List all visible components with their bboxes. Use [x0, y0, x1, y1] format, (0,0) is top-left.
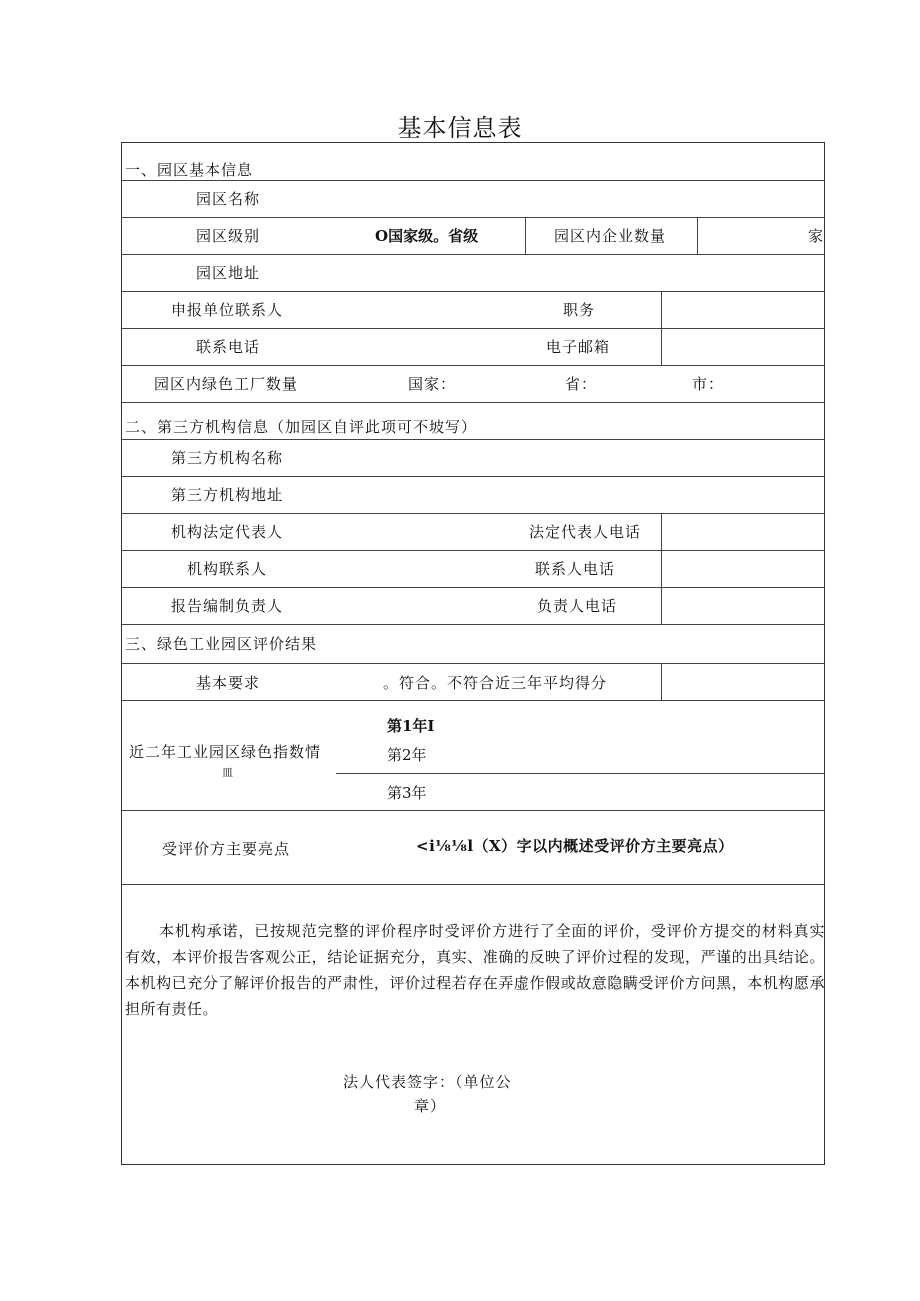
email-label: 电子邮箱	[546, 338, 611, 356]
year3-label: 第3年	[387, 784, 427, 802]
basic-req-label: 基本要求	[196, 674, 261, 692]
col-divider	[661, 291, 662, 365]
contact-phone-field[interactable]	[664, 554, 822, 584]
average-score-field[interactable]	[664, 668, 822, 698]
legal-rep-phone-field[interactable]	[664, 517, 822, 547]
col-divider	[661, 513, 662, 624]
enterprise-count-label: 园区内企业数量	[554, 227, 667, 245]
green-factory-label: 园区内绿色工厂数量	[154, 375, 299, 393]
park-address-label: 园区地址	[196, 264, 261, 282]
enterprise-count-unit: 家	[808, 227, 825, 245]
section3-heading: 三、绿色工业园区评价结果	[125, 635, 318, 653]
signature-label: 法人代表签字：（单位公	[343, 1073, 512, 1091]
row-divider	[121, 663, 825, 664]
contact-field[interactable]	[300, 295, 540, 325]
contact-phone-label: 联系人电话	[535, 560, 616, 578]
contact-label: 申报单位联系人	[171, 301, 284, 319]
section2-heading: 二、第三方机构信息（加园区自评此项可不坡写）	[125, 418, 478, 436]
basic-req-options[interactable]: 。符合。不符合近三年平均得分	[383, 674, 608, 692]
national-label: 国家：	[408, 375, 457, 393]
signature-label-cont: 章）	[414, 1097, 447, 1115]
commitment-text: 本机构承诺，已按规范完整的评价程序时受评价方进行了全面的评价，受评价方提交的材料真实有效，本评价报告客观公正，结论证据充分，真实、准确的反映了评价过程的发现，严谨的出具结论。本机构已充分了解评价报告的严肃性，评价过程若存在弄虚作假或故意隐瞒受评价方问黑，本机构愿承担所有责任。	[125, 922, 825, 1018]
row-divider	[121, 365, 825, 366]
lead-phone-label: 负责人电话	[537, 597, 618, 615]
row-divider	[121, 217, 825, 218]
highlights-hint[interactable]: <i⅛⅛l（X）字以内概述受评价方主要亮点）	[416, 837, 734, 855]
page-title: 基本信息表	[397, 114, 523, 142]
city-label: 市：	[692, 375, 725, 393]
col-divider	[697, 217, 698, 254]
org-contact-field[interactable]	[300, 554, 520, 584]
row-divider	[121, 476, 825, 477]
park-address-field[interactable]	[300, 258, 820, 288]
provincial-label: 省：	[565, 375, 598, 393]
park-name-label: 园区名称	[196, 190, 261, 208]
lead-phone-field[interactable]	[664, 591, 822, 621]
email-field[interactable]	[664, 332, 822, 362]
position-field[interactable]	[664, 295, 822, 325]
row-divider	[121, 624, 825, 625]
phone-label: 联系电话	[196, 338, 261, 356]
org-address-label: 第三方机构地址	[171, 486, 284, 504]
org-address-field[interactable]	[300, 480, 820, 510]
row-divider	[121, 810, 825, 811]
year2-label: 第2年	[387, 746, 427, 764]
row-divider	[121, 254, 825, 255]
row-divider	[336, 773, 825, 774]
row-divider	[121, 550, 825, 551]
park-level-options[interactable]: O国家级。省级	[375, 227, 479, 245]
row-divider	[121, 328, 825, 329]
index-label: 近二年工业园区绿色指数情	[129, 743, 322, 761]
col-divider	[661, 663, 662, 700]
index-label-cont: 皿	[222, 766, 234, 779]
legal-rep-phone-label: 法定代表人电话	[529, 523, 642, 541]
legal-rep-label: 机构法定代表人	[171, 523, 284, 541]
park-name-field[interactable]	[300, 184, 820, 214]
org-name-field[interactable]	[300, 443, 820, 473]
row-divider	[121, 291, 825, 292]
org-name-label: 第三方机构名称	[171, 449, 284, 467]
highlights-label: 受评价方主要亮点	[162, 840, 291, 858]
row-divider	[121, 700, 825, 701]
legal-rep-field[interactable]	[300, 517, 520, 547]
report-lead-label: 报告编制负责人	[171, 597, 284, 615]
park-level-label: 园区级别	[196, 227, 261, 245]
row-divider	[121, 587, 825, 588]
position-label: 职务	[563, 301, 596, 319]
enterprise-count-field[interactable]	[700, 221, 800, 251]
row-divider	[121, 884, 825, 885]
org-contact-label: 机构联系人	[187, 560, 268, 578]
report-lead-field[interactable]	[300, 591, 520, 621]
row-divider	[121, 402, 825, 403]
phone-field[interactable]	[300, 332, 530, 362]
col-divider	[525, 217, 526, 254]
row-divider	[121, 439, 825, 440]
section1-heading: 一、园区基本信息	[125, 161, 254, 179]
year1-label: 第1年I	[387, 717, 435, 735]
row-divider	[121, 180, 825, 181]
row-divider	[121, 513, 825, 514]
